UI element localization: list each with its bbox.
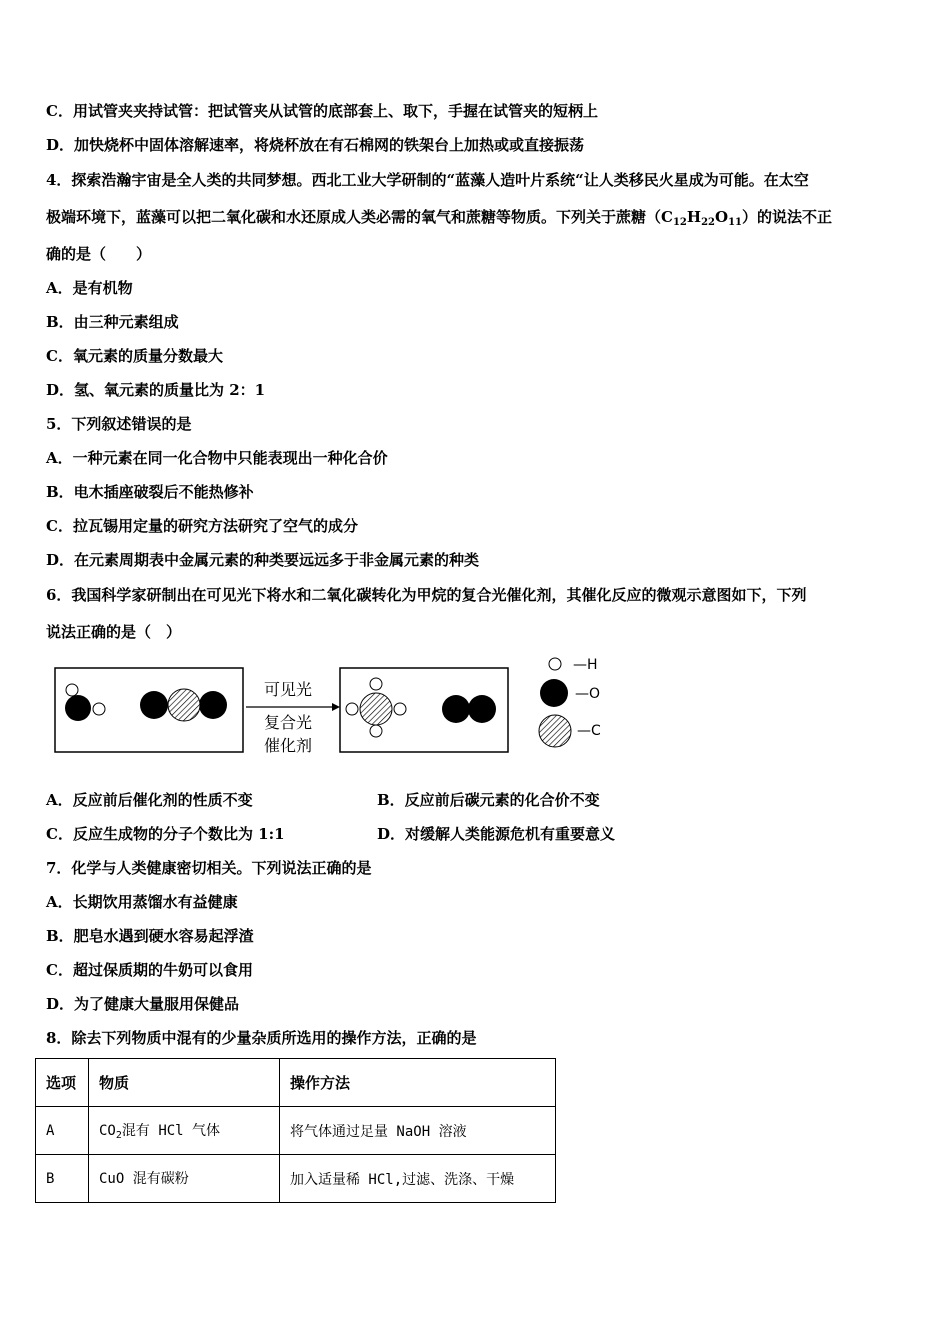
row-b-method: 加入适量稀 HCl,过滤、洗涤、干燥 bbox=[280, 1155, 556, 1203]
legend-o-label: —O bbox=[575, 686, 601, 702]
q7-option-b: B．肥皂水遇到硬水容易起浮渣 bbox=[46, 927, 254, 945]
q4-option-b: B．由三种元素组成 bbox=[46, 313, 179, 331]
q5-option-d: D．在元素周期表中金属元素的种类要远远多于非金属元素的种类 bbox=[46, 551, 480, 569]
q5-option-b: B．电木插座破裂后不能热修补 bbox=[46, 483, 254, 501]
q8-stem: 8．除去下列物质中混有的少量杂质所选用的操作方法，正确的是 bbox=[46, 1029, 477, 1047]
condition-composite: 复合光 bbox=[263, 713, 313, 732]
reaction-diagram bbox=[50, 650, 620, 758]
legend-o-atom bbox=[540, 679, 568, 707]
row-a-substance: $CO_2$混有 HCl 气体 bbox=[89, 1107, 280, 1155]
q4-stem-line2: 极端环境下，蓝藻可以把二氧化碳和水还原成人类必需的氧气和蔗糖等物质。下列关于蔗糖$(C_{12}H_{22}O_{11})$的说法不正 bbox=[46, 208, 832, 228]
water-molecule bbox=[65, 684, 105, 721]
q4-stem-line1: 4．探索浩瀚宇宙是全人类的共同梦想。西北工业大学研制的“蓝藻人造叶片系统“让人类移民火星成为可能。在太空 bbox=[46, 171, 809, 189]
row-b-substance: CuO 混有碳粉 bbox=[89, 1155, 280, 1203]
q3-option-c: C．用试管夹夹持试管：把试管夹从试管的底部套上、取下，手握在试管夹的短柄上 bbox=[46, 102, 598, 120]
q7-option-c: C．超过保质期的牛奶可以食用 bbox=[46, 961, 253, 979]
q5-option-c: C．拉瓦锡用定量的研究方法研究了空气的成分 bbox=[46, 517, 358, 535]
legend-h-atom bbox=[549, 658, 561, 670]
q4-stem-line3: 确的是（ ） bbox=[46, 245, 152, 263]
header-method: 操作方法 bbox=[280, 1059, 556, 1107]
row-a-option: A bbox=[36, 1107, 89, 1155]
q4-option-a: A．是有机物 bbox=[46, 279, 133, 297]
q8-table bbox=[35, 1058, 556, 1203]
table-row bbox=[36, 1155, 556, 1203]
q6-stem-line1: 6．我国科学家研制出在可见光下将水和二氧化碳转化为甲烷的复合光催化剂，其催化反应的微观示意图如下，下列 bbox=[46, 586, 807, 604]
q6-options-row1 bbox=[46, 790, 600, 810]
q6-options-row2 bbox=[46, 824, 616, 844]
condition-visible-light: 可见光 bbox=[263, 680, 313, 699]
q7-stem: 7．化学与人类健康密切相关。下列说法正确的是 bbox=[46, 859, 372, 877]
carbon-dioxide-molecule bbox=[140, 689, 227, 721]
condition-catalyst: 催化剂 bbox=[263, 736, 313, 755]
q3-option-d: D．加快烧杯中固体溶解速率，将烧杯放在有石棉网的铁架台上加热或或直接振荡 bbox=[46, 136, 585, 154]
q6-stem-line2: 说法正确的是（ ） bbox=[46, 623, 182, 641]
methane-molecule bbox=[346, 678, 406, 737]
row-b-option: B bbox=[36, 1155, 89, 1203]
legend-c-label: —C bbox=[577, 723, 601, 739]
q6-option-a: A．反应前后催化剂的性质不变 bbox=[46, 791, 253, 809]
q5-option-a: A．一种元素在同一化合物中只能表现出一种化合价 bbox=[46, 449, 388, 467]
q6-option-d: D．对缓解人类能源危机有重要意义 bbox=[377, 825, 616, 843]
q4-option-c: C．氧元素的质量分数最大 bbox=[46, 347, 223, 365]
q5-stem: 5．下列叙述错误的是 bbox=[46, 415, 192, 433]
q4-option-d: D．氢、氧元素的质量比为 2：1 bbox=[46, 381, 266, 399]
header-option: 选项 bbox=[36, 1059, 89, 1107]
legend-h-label: —H bbox=[573, 657, 598, 673]
row-a-method: 将气体通过足量 NaOH 溶液 bbox=[280, 1107, 556, 1155]
q6-option-b: B．反应前后碳元素的化合价不变 bbox=[377, 791, 600, 809]
header-substance: 物质 bbox=[89, 1059, 280, 1107]
q7-option-a: A．长期饮用蒸馏水有益健康 bbox=[46, 893, 238, 911]
legend-c-atom bbox=[539, 715, 571, 747]
table-header-row bbox=[36, 1059, 556, 1107]
oxygen-molecule bbox=[442, 695, 496, 723]
q6-option-c: C．反应生成物的分子个数比为 1:1 bbox=[46, 825, 285, 843]
q7-option-d: D．为了健康大量服用保健品 bbox=[46, 995, 240, 1013]
legend bbox=[539, 657, 601, 747]
table-row bbox=[36, 1107, 556, 1155]
